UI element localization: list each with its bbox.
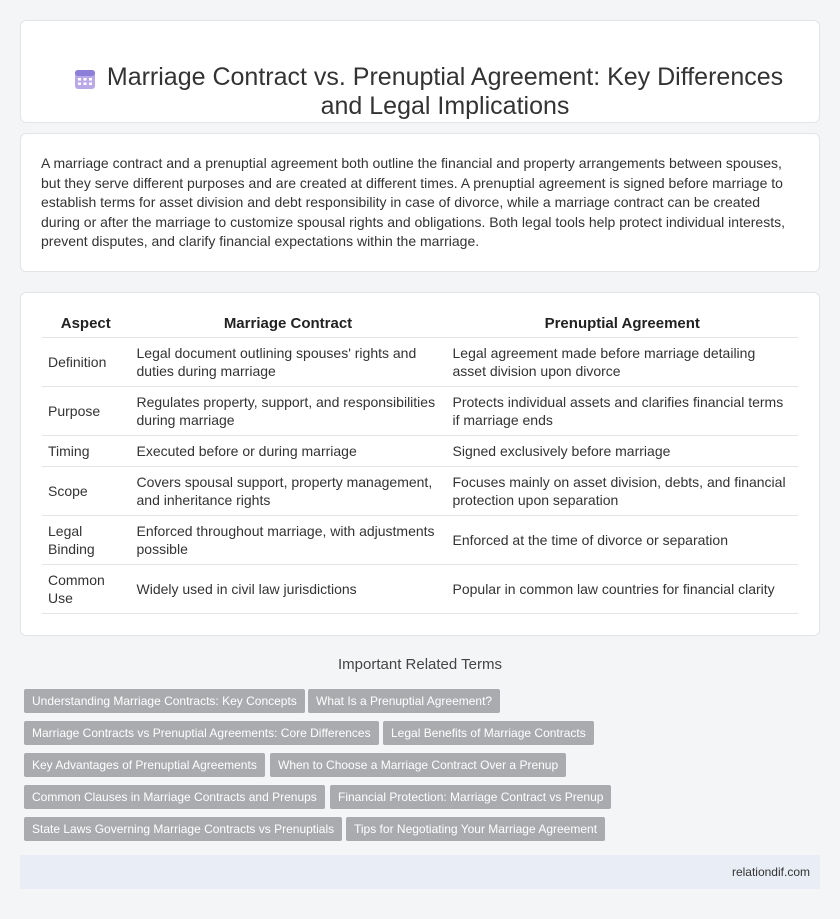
row-marriage-contract: Enforced throughout marriage, with adjustments possible (130, 515, 446, 564)
table-row (42, 466, 798, 515)
row-prenuptial: Focuses mainly on asset division, debts, and financial protection upon separation (446, 466, 798, 515)
row-marriage-contract: Legal document outlining spouses' rights and duties during marriage (130, 337, 446, 386)
page-title: Marriage Contract vs. Prenuptial Agreement: Key Differences and Legal Implications (106, 63, 784, 120)
row-aspect: Legal Binding (42, 515, 130, 564)
table-row (42, 564, 798, 613)
header-aspect: Aspect (42, 315, 130, 337)
related-terms-heading: Important Related Terms (338, 656, 502, 673)
row-prenuptial: Protects individual assets and clarifies financial terms if marriage ends (446, 386, 798, 435)
related-tag[interactable]: Legal Benefits of Marriage Contracts (383, 721, 594, 745)
related-tag[interactable]: Marriage Contracts vs Prenuptial Agreements: Core Differences (24, 721, 379, 745)
table-row (42, 515, 798, 564)
intro-paragraph: A marriage contract and a prenuptial agreement both outline the financial and property arrangements between spouses, but they serve different purposes and are created at different times. A prenuptial agreement is signed before marriage to establish terms for asset division and debt responsibility in case of divorce, while a marriage contract can be created during or after the marriage to customize spousal rights and obligations. Both legal tools help protect individual interests, prevent disputes, and clarify financial expectations within the marriage. (41, 155, 785, 249)
related-tag[interactable]: State Laws Governing Marriage Contracts vs Prenuptials (24, 817, 342, 841)
title-card (20, 20, 820, 123)
row-marriage-contract: Regulates property, support, and responsibilities during marriage (130, 386, 446, 435)
row-aspect: Common Use (42, 564, 130, 613)
table-row (42, 386, 798, 435)
related-tag[interactable]: Key Advantages of Prenuptial Agreements (24, 753, 265, 777)
intro-card (20, 133, 820, 272)
row-aspect: Purpose (42, 386, 130, 435)
comparison-table (42, 315, 798, 614)
table-row (42, 435, 798, 466)
row-aspect: Scope (42, 466, 130, 515)
related-tag[interactable]: What Is a Prenuptial Agreement? (308, 689, 500, 713)
header-marriage-contract: Marriage Contract (130, 315, 446, 337)
row-marriage-contract: Executed before or during marriage (130, 435, 446, 466)
footer (20, 855, 820, 889)
table-row (42, 337, 798, 386)
row-marriage-contract: Covers spousal support, property management, and inheritance rights (130, 466, 446, 515)
row-prenuptial: Popular in common law countries for financial clarity (446, 564, 798, 613)
related-tag[interactable]: Tips for Negotiating Your Marriage Agreement (346, 817, 605, 841)
related-tag[interactable]: Financial Protection: Marriage Contract vs Prenup (330, 785, 611, 809)
row-marriage-contract: Widely used in civil law jurisdictions (130, 564, 446, 613)
related-tag[interactable]: Common Clauses in Marriage Contracts and Prenups (24, 785, 325, 809)
header-prenuptial-agreement: Prenuptial Agreement (446, 315, 798, 337)
row-aspect: Definition (42, 337, 130, 386)
related-tag[interactable]: Understanding Marriage Contracts: Key Concepts (24, 689, 305, 713)
row-aspect: Timing (42, 435, 130, 466)
table-header-row (42, 315, 798, 337)
row-prenuptial: Signed exclusively before marriage (446, 435, 798, 466)
row-prenuptial: Legal agreement made before marriage detailing asset division upon divorce (446, 337, 798, 386)
footer-site-link[interactable]: relationdif.com (731, 865, 810, 879)
row-prenuptial: Enforced at the time of divorce or separation (446, 515, 798, 564)
comparison-card (20, 292, 820, 636)
related-tag[interactable]: When to Choose a Marriage Contract Over a Prenup (270, 753, 566, 777)
